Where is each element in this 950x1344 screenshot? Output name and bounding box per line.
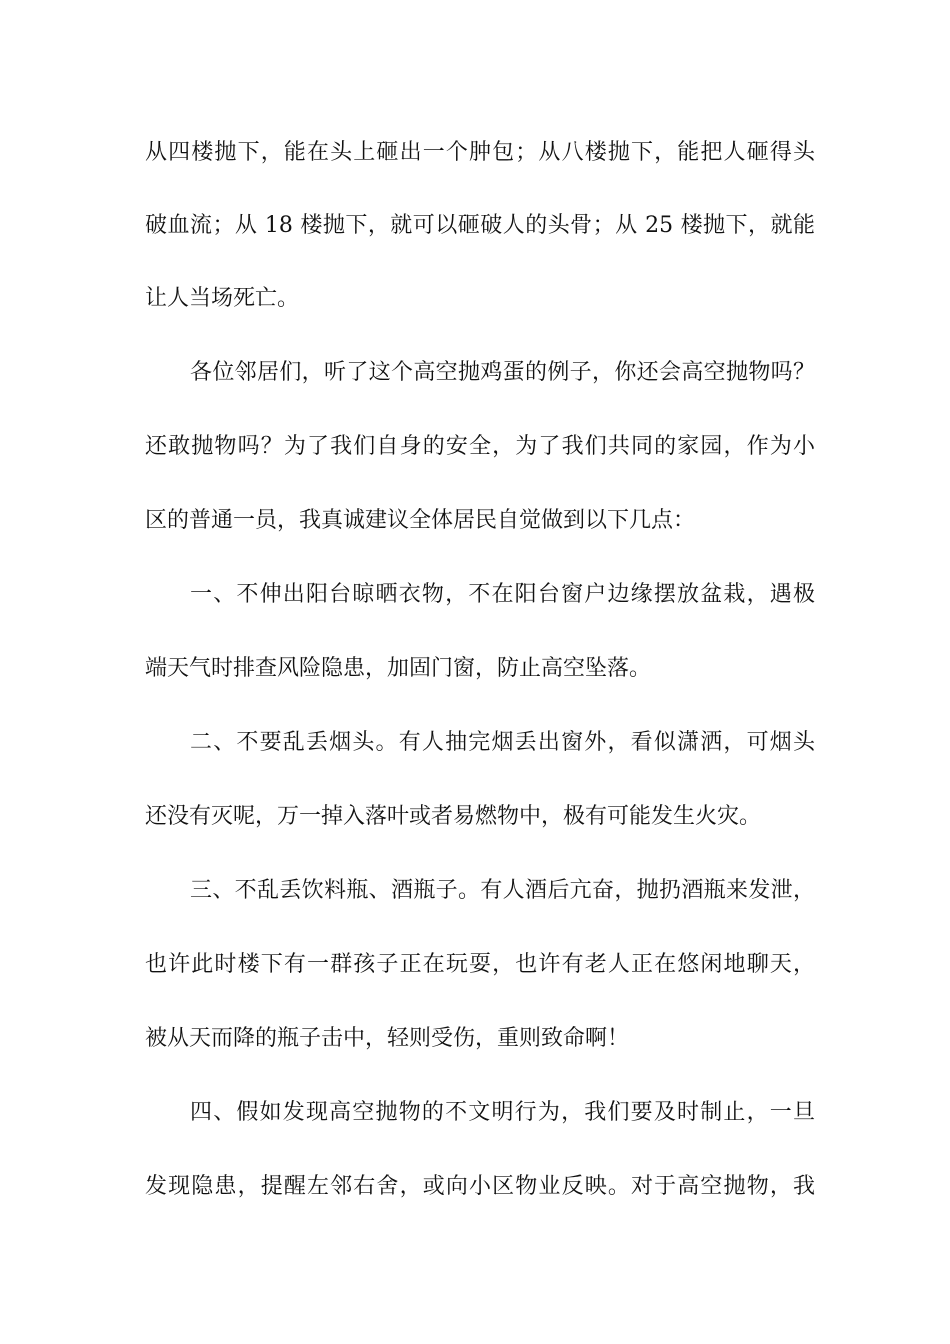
text-line: 破血流；从 18 楼抛下，就可以砸破人的头骨；从 25 楼抛下，就能	[145, 213, 815, 238]
paragraph-first-line: 一、不伸出阳台晾晒衣物，不在阳台窗户边缘摆放盆栽，遇极	[190, 582, 815, 607]
text-line: 从四楼抛下，能在头上砸出一个肿包；从八楼抛下，能把人砸得头	[145, 140, 815, 165]
text-line: 区的普通一员，我真诚建议全体居民自觉做到以下几点：	[145, 508, 696, 533]
paragraph-first-line: 二、不要乱丢烟头。有人抽完烟丢出窗外，看似潇洒，可烟头	[190, 730, 815, 755]
paragraph-first-line: 四、假如发现高空抛物的不文明行为，我们要及时制止，一旦	[190, 1100, 815, 1125]
paragraph-first-line: 三、不乱丢饮料瓶、酒瓶子。有人酒后亢奋，抛扔酒瓶来发泄，	[190, 878, 815, 903]
text-line: 还没有灭呢，万一掉入落叶或者易燃物中，极有可能发生火灾。	[145, 804, 762, 829]
text-line: 端天气时排查风险隐患，加固门窗，防止高空坠落。	[145, 656, 652, 681]
text-line: 被从天而降的瓶子击中，轻则受伤，重则致命啊！	[145, 1026, 630, 1051]
text-line: 让人当场死亡。	[145, 286, 300, 311]
text-line: 还敢抛物吗？为了我们自身的安全，为了我们共同的家园，作为小	[145, 434, 815, 459]
paragraph-first-line: 各位邻居们，听了这个高空抛鸡蛋的例子，你还会高空抛物吗？	[190, 360, 815, 385]
text-line: 也许此时楼下有一群孩子正在玩耍，也许有老人正在悠闲地聊天，	[145, 952, 815, 977]
text-line: 发现隐患，提醒左邻右舍，或向小区物业反映。对于高空抛物，我	[145, 1174, 815, 1199]
